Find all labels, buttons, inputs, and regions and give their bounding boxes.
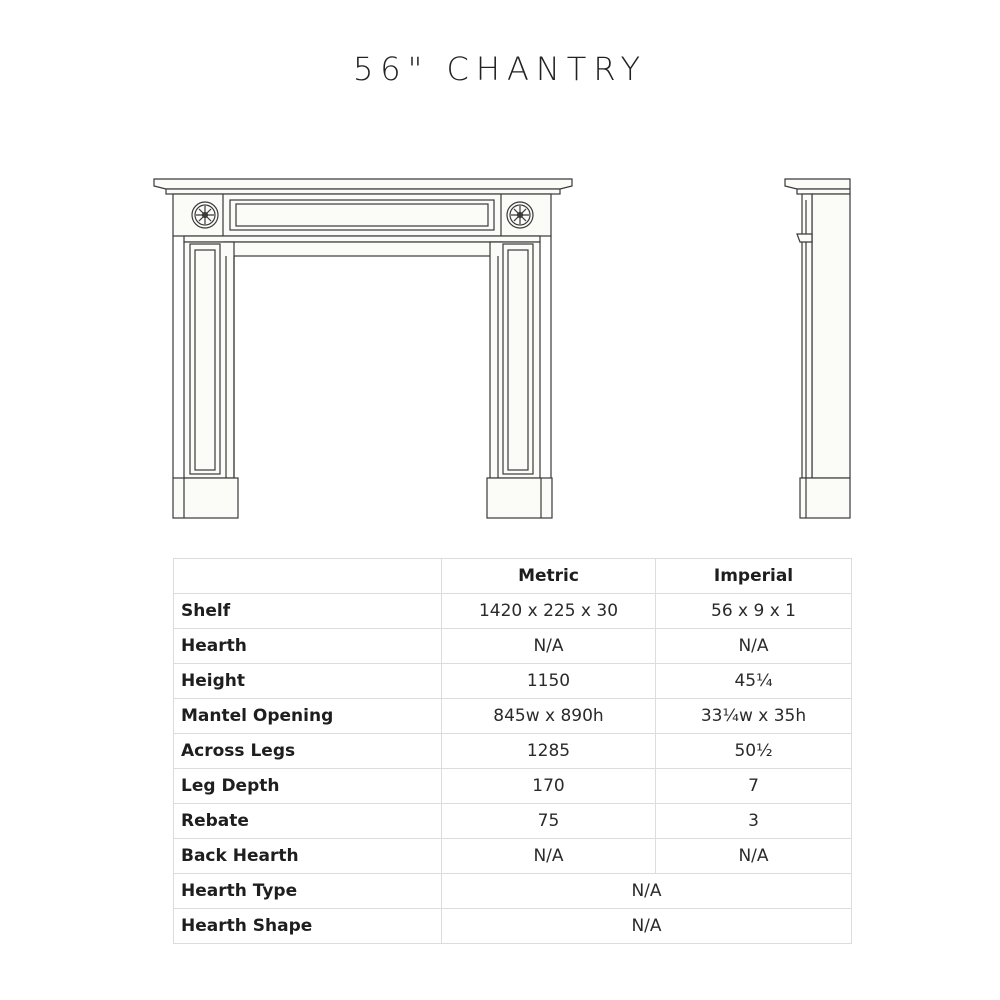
left-plinth (173, 478, 238, 518)
right-plinth (487, 478, 552, 518)
table-row (174, 839, 852, 874)
row-label: Hearth (174, 629, 442, 664)
table-row (174, 664, 852, 699)
opening-header (224, 242, 502, 256)
row-label: Back Hearth (174, 839, 442, 874)
mantel-shelf (154, 179, 572, 189)
metric-value: 1420 x 225 x 30 (442, 594, 656, 629)
metric-value: 845w x 890h (442, 699, 656, 734)
table-header-row (174, 559, 852, 594)
side-elevation (785, 179, 850, 518)
side-molding (797, 234, 812, 242)
frieze-panel-inner (236, 204, 488, 226)
row-label: Across Legs (174, 734, 442, 769)
table-row (174, 699, 852, 734)
row-label: Hearth Shape (174, 909, 442, 944)
front-elevation (154, 179, 572, 518)
side-shelf (785, 179, 850, 189)
table-row (174, 769, 852, 804)
metric-value: 170 (442, 769, 656, 804)
row-label: Hearth Type (174, 874, 442, 909)
metric-value: 1285 (442, 734, 656, 769)
table-row (174, 909, 852, 944)
row-label: Leg Depth (174, 769, 442, 804)
imperial-value: N/A (656, 839, 852, 874)
header-imperial: Imperial (656, 559, 852, 594)
row-label: Height (174, 664, 442, 699)
right-leg-panel-inner (508, 250, 528, 470)
metric-value: N/A (442, 629, 656, 664)
page-title: 56" CHANTRY (352, 50, 648, 88)
left-leg-panel-inner (195, 250, 215, 470)
imperial-value: N/A (656, 629, 852, 664)
table-row (174, 804, 852, 839)
imperial-value: 7 (656, 769, 852, 804)
shelf-underside (166, 189, 560, 194)
header-metric: Metric (442, 559, 656, 594)
specification-table (173, 558, 852, 944)
metric-value: 75 (442, 804, 656, 839)
header-blank (174, 559, 442, 594)
table-row (174, 594, 852, 629)
imperial-value: 33¼w x 35h (656, 699, 852, 734)
imperial-value: 56 x 9 x 1 (656, 594, 852, 629)
imperial-value: 3 (656, 804, 852, 839)
table-row (174, 629, 852, 664)
row-label: Shelf (174, 594, 442, 629)
rosette-left (192, 202, 218, 228)
imperial-value: 50½ (656, 734, 852, 769)
metric-value: 1150 (442, 664, 656, 699)
imperial-value: 45¼ (656, 664, 852, 699)
merged-value: N/A (442, 909, 852, 944)
row-label: Rebate (174, 804, 442, 839)
table-row (174, 874, 852, 909)
frieze-lower-molding (184, 236, 540, 242)
row-label: Mantel Opening (174, 699, 442, 734)
table-row (174, 734, 852, 769)
metric-value: N/A (442, 839, 656, 874)
side-body (812, 194, 850, 478)
rosette-right (507, 202, 533, 228)
side-plinth (800, 478, 850, 518)
merged-value: N/A (442, 874, 852, 909)
